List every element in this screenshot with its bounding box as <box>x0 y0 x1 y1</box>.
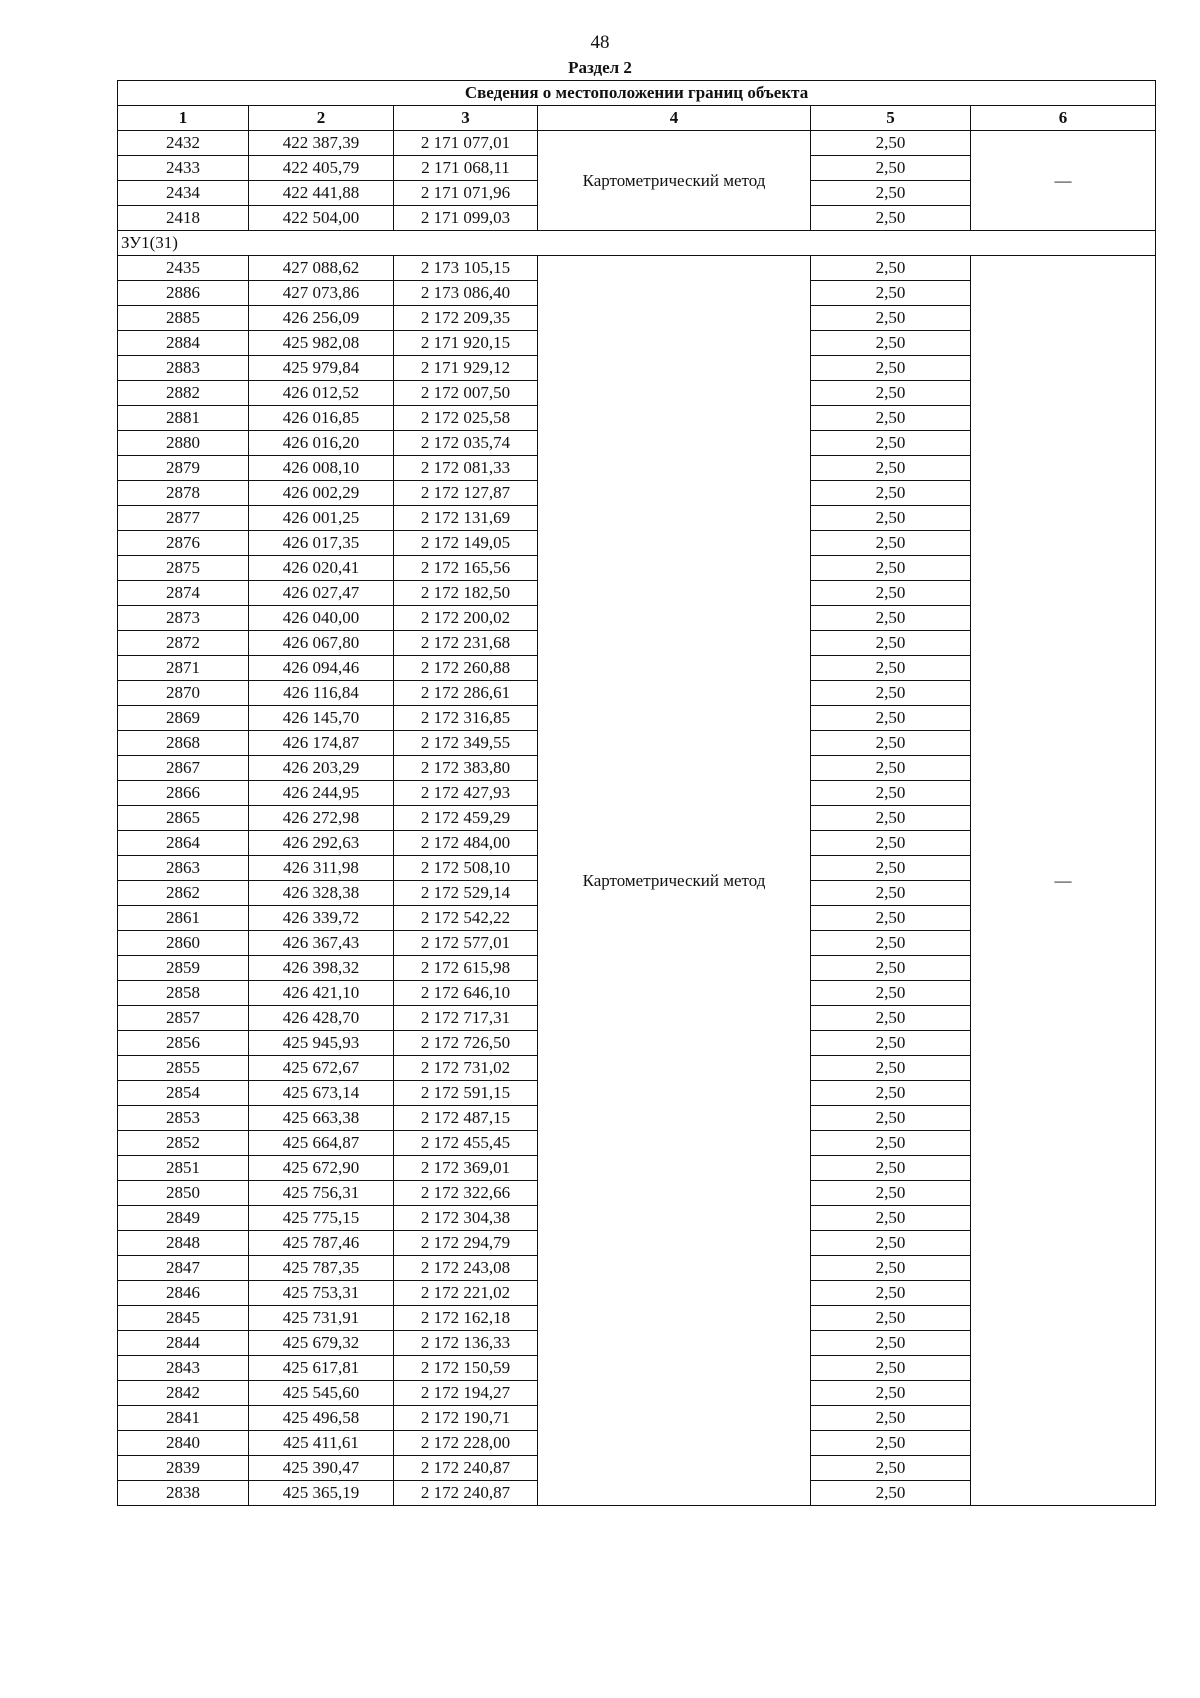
accuracy-value: 2,50 <box>811 881 971 906</box>
point-number: 2859 <box>118 956 249 981</box>
coord-y: 2 172 304,38 <box>394 1206 538 1231</box>
coord-y: 2 172 228,00 <box>394 1431 538 1456</box>
coord-y: 2 172 349,55 <box>394 731 538 756</box>
accuracy-value: 2,50 <box>811 781 971 806</box>
point-number: 2860 <box>118 931 249 956</box>
point-number: 2871 <box>118 656 249 681</box>
accuracy-value: 2,50 <box>811 956 971 981</box>
coord-x: 425 679,32 <box>249 1331 394 1356</box>
accuracy-value: 2,50 <box>811 306 971 331</box>
coord-x: 426 428,70 <box>249 1006 394 1031</box>
point-number: 2869 <box>118 706 249 731</box>
coord-y: 2 172 025,58 <box>394 406 538 431</box>
column-header-5: 5 <box>811 106 971 131</box>
accuracy-value: 2,50 <box>811 631 971 656</box>
coord-y: 2 172 240,87 <box>394 1481 538 1506</box>
coord-x: 426 016,20 <box>249 431 394 456</box>
point-number: 2841 <box>118 1406 249 1431</box>
point-number: 2868 <box>118 731 249 756</box>
accuracy-value: 2,50 <box>811 456 971 481</box>
coord-y: 2 171 068,11 <box>394 156 538 181</box>
coord-y: 2 173 086,40 <box>394 281 538 306</box>
accuracy-value: 2,50 <box>811 831 971 856</box>
accuracy-value: 2,50 <box>811 806 971 831</box>
column-header-2: 2 <box>249 106 394 131</box>
point-number: 2843 <box>118 1356 249 1381</box>
table-caption: Сведения о местоположении границ объекта <box>118 81 1156 106</box>
coord-x: 425 365,19 <box>249 1481 394 1506</box>
point-number: 2867 <box>118 756 249 781</box>
point-number: 2418 <box>118 206 249 231</box>
accuracy-value: 2,50 <box>811 1281 971 1306</box>
coord-x: 426 272,98 <box>249 806 394 831</box>
coord-y: 2 172 035,74 <box>394 431 538 456</box>
point-number: 2872 <box>118 631 249 656</box>
coord-y: 2 172 131,69 <box>394 506 538 531</box>
coord-x: 426 328,38 <box>249 881 394 906</box>
coord-x: 425 731,91 <box>249 1306 394 1331</box>
coord-x: 426 145,70 <box>249 706 394 731</box>
accuracy-value: 2,50 <box>811 1231 971 1256</box>
coord-x: 426 040,00 <box>249 606 394 631</box>
coord-y: 2 171 071,96 <box>394 181 538 206</box>
point-number: 2842 <box>118 1381 249 1406</box>
coord-y: 2 172 427,93 <box>394 781 538 806</box>
coord-y: 2 172 162,18 <box>394 1306 538 1331</box>
coord-y: 2 172 240,87 <box>394 1456 538 1481</box>
point-number: 2851 <box>118 1156 249 1181</box>
point-number: 2878 <box>118 481 249 506</box>
coord-y: 2 172 484,00 <box>394 831 538 856</box>
coord-x: 426 367,43 <box>249 931 394 956</box>
coord-y: 2 172 149,05 <box>394 531 538 556</box>
accuracy-value: 2,50 <box>811 1456 971 1481</box>
coord-y: 2 172 731,02 <box>394 1056 538 1081</box>
point-number: 2855 <box>118 1056 249 1081</box>
point-number: 2433 <box>118 156 249 181</box>
coord-x: 426 027,47 <box>249 581 394 606</box>
column-header-4: 4 <box>538 106 811 131</box>
coord-y: 2 172 209,35 <box>394 306 538 331</box>
accuracy-value: 2,50 <box>811 1131 971 1156</box>
coord-y: 2 172 459,29 <box>394 806 538 831</box>
point-number: 2845 <box>118 1306 249 1331</box>
coord-y: 2 172 542,22 <box>394 906 538 931</box>
coord-x: 426 016,85 <box>249 406 394 431</box>
coord-x: 426 116,84 <box>249 681 394 706</box>
coord-x: 426 244,95 <box>249 781 394 806</box>
coord-x: 425 390,47 <box>249 1456 394 1481</box>
coord-y: 2 171 077,01 <box>394 131 538 156</box>
point-number: 2434 <box>118 181 249 206</box>
accuracy-value: 2,50 <box>811 131 971 156</box>
column-header-1: 1 <box>118 106 249 131</box>
point-number: 2883 <box>118 356 249 381</box>
point-number: 2864 <box>118 831 249 856</box>
point-number: 2870 <box>118 681 249 706</box>
accuracy-value: 2,50 <box>811 1006 971 1031</box>
point-number: 2865 <box>118 806 249 831</box>
coord-y: 2 172 190,71 <box>394 1406 538 1431</box>
accuracy-value: 2,50 <box>811 556 971 581</box>
coord-y: 2 172 165,56 <box>394 556 538 581</box>
method-cell: Картометрический метод <box>538 256 811 1506</box>
point-number: 2846 <box>118 1281 249 1306</box>
coord-y: 2 172 369,01 <box>394 1156 538 1181</box>
coord-x: 426 311,98 <box>249 856 394 881</box>
coord-y: 2 172 646,10 <box>394 981 538 1006</box>
coord-x: 426 012,52 <box>249 381 394 406</box>
coord-x: 425 411,61 <box>249 1431 394 1456</box>
column-header-3: 3 <box>394 106 538 131</box>
accuracy-value: 2,50 <box>811 1406 971 1431</box>
accuracy-value: 2,50 <box>811 1081 971 1106</box>
coord-x: 425 673,14 <box>249 1081 394 1106</box>
point-number: 2432 <box>118 131 249 156</box>
accuracy-value: 2,50 <box>811 756 971 781</box>
point-number: 2849 <box>118 1206 249 1231</box>
point-number: 2876 <box>118 531 249 556</box>
accuracy-value: 2,50 <box>811 1106 971 1131</box>
coord-y: 2 172 081,33 <box>394 456 538 481</box>
coord-y: 2 172 322,66 <box>394 1181 538 1206</box>
coord-y: 2 172 383,80 <box>394 756 538 781</box>
accuracy-value: 2,50 <box>811 431 971 456</box>
coord-y: 2 172 726,50 <box>394 1031 538 1056</box>
coord-y: 2 172 316,85 <box>394 706 538 731</box>
accuracy-value: 2,50 <box>811 531 971 556</box>
coord-x: 426 001,25 <box>249 506 394 531</box>
point-number: 2873 <box>118 606 249 631</box>
point-number: 2853 <box>118 1106 249 1131</box>
accuracy-value: 2,50 <box>811 681 971 706</box>
coord-x: 426 398,32 <box>249 956 394 981</box>
coord-x: 427 088,62 <box>249 256 394 281</box>
accuracy-value: 2,50 <box>811 1156 971 1181</box>
coord-y: 2 172 127,87 <box>394 481 538 506</box>
coord-y: 2 172 136,33 <box>394 1331 538 1356</box>
coord-x: 426 174,87 <box>249 731 394 756</box>
coord-x: 426 020,41 <box>249 556 394 581</box>
accuracy-value: 2,50 <box>811 706 971 731</box>
coord-x: 426 292,63 <box>249 831 394 856</box>
coord-y: 2 172 529,14 <box>394 881 538 906</box>
column-header-6: 6 <box>971 106 1156 131</box>
point-number: 2838 <box>118 1481 249 1506</box>
accuracy-value: 2,50 <box>811 606 971 631</box>
coord-y: 2 172 231,68 <box>394 631 538 656</box>
accuracy-value: 2,50 <box>811 1306 971 1331</box>
group-label-row <box>118 231 1156 256</box>
point-number: 2840 <box>118 1431 249 1456</box>
coord-x: 425 756,31 <box>249 1181 394 1206</box>
coord-x: 426 203,29 <box>249 756 394 781</box>
accuracy-value: 2,50 <box>811 506 971 531</box>
coord-x: 426 339,72 <box>249 906 394 931</box>
accuracy-value: 2,50 <box>811 181 971 206</box>
coord-x: 425 945,93 <box>249 1031 394 1056</box>
coord-x: 425 787,46 <box>249 1231 394 1256</box>
accuracy-value: 2,50 <box>811 1431 971 1456</box>
point-number: 2844 <box>118 1331 249 1356</box>
coord-x: 426 017,35 <box>249 531 394 556</box>
coord-x: 425 496,58 <box>249 1406 394 1431</box>
accuracy-value: 2,50 <box>811 156 971 181</box>
accuracy-value: 2,50 <box>811 1331 971 1356</box>
coord-x: 425 663,38 <box>249 1106 394 1131</box>
column-6-dash: — <box>971 131 1156 231</box>
accuracy-value: 2,50 <box>811 206 971 231</box>
coord-y: 2 173 105,15 <box>394 256 538 281</box>
point-number: 2850 <box>118 1181 249 1206</box>
coord-x: 422 441,88 <box>249 181 394 206</box>
coord-y: 2 171 920,15 <box>394 331 538 356</box>
coord-y: 2 172 221,02 <box>394 1281 538 1306</box>
accuracy-value: 2,50 <box>811 331 971 356</box>
coord-y: 2 172 487,15 <box>394 1106 538 1131</box>
coord-y: 2 172 508,10 <box>394 856 538 881</box>
coord-x: 426 256,09 <box>249 306 394 331</box>
coord-x: 425 775,15 <box>249 1206 394 1231</box>
page-number: 48 <box>590 32 610 53</box>
accuracy-value: 2,50 <box>811 1031 971 1056</box>
accuracy-value: 2,50 <box>811 381 971 406</box>
coord-x: 427 073,86 <box>249 281 394 306</box>
coord-y: 2 172 591,15 <box>394 1081 538 1106</box>
point-number: 2435 <box>118 256 249 281</box>
point-number: 2881 <box>118 406 249 431</box>
accuracy-value: 2,50 <box>811 356 971 381</box>
accuracy-value: 2,50 <box>811 1356 971 1381</box>
coord-y: 2 172 717,31 <box>394 1006 538 1031</box>
point-number: 2879 <box>118 456 249 481</box>
column-header-row <box>118 106 1156 131</box>
coord-x: 425 672,67 <box>249 1056 394 1081</box>
coord-x: 426 094,46 <box>249 656 394 681</box>
boundary-coordinates-table <box>117 80 1156 1506</box>
coord-y: 2 172 260,88 <box>394 656 538 681</box>
coord-y: 2 172 150,59 <box>394 1356 538 1381</box>
coord-x: 425 664,87 <box>249 1131 394 1156</box>
coord-x: 425 672,90 <box>249 1156 394 1181</box>
coord-x: 425 979,84 <box>249 356 394 381</box>
point-number: 2857 <box>118 1006 249 1031</box>
coord-x: 425 545,60 <box>249 1381 394 1406</box>
coord-y: 2 172 182,50 <box>394 581 538 606</box>
point-number: 2848 <box>118 1231 249 1256</box>
point-number: 2882 <box>118 381 249 406</box>
point-number: 2863 <box>118 856 249 881</box>
point-number: 2839 <box>118 1456 249 1481</box>
point-number: 2852 <box>118 1131 249 1156</box>
coord-x: 426 002,29 <box>249 481 394 506</box>
coord-y: 2 172 194,27 <box>394 1381 538 1406</box>
coord-y: 2 172 286,61 <box>394 681 538 706</box>
coord-x: 422 405,79 <box>249 156 394 181</box>
accuracy-value: 2,50 <box>811 1206 971 1231</box>
accuracy-value: 2,50 <box>811 1056 971 1081</box>
coord-x: 426 008,10 <box>249 456 394 481</box>
coord-x: 422 504,00 <box>249 206 394 231</box>
accuracy-value: 2,50 <box>811 1481 971 1506</box>
table-caption-row <box>118 81 1156 106</box>
point-number: 2854 <box>118 1081 249 1106</box>
accuracy-value: 2,50 <box>811 906 971 931</box>
coord-y: 2 172 455,45 <box>394 1131 538 1156</box>
accuracy-value: 2,50 <box>811 581 971 606</box>
accuracy-value: 2,50 <box>811 406 971 431</box>
point-number: 2847 <box>118 1256 249 1281</box>
coord-x: 422 387,39 <box>249 131 394 156</box>
coord-y: 2 171 929,12 <box>394 356 538 381</box>
accuracy-value: 2,50 <box>811 256 971 281</box>
accuracy-value: 2,50 <box>811 931 971 956</box>
group-label: ЗУ1(31) <box>118 231 1156 256</box>
coord-y: 2 172 243,08 <box>394 1256 538 1281</box>
point-number: 2874 <box>118 581 249 606</box>
coord-x: 425 617,81 <box>249 1356 394 1381</box>
coord-x: 425 982,08 <box>249 331 394 356</box>
accuracy-value: 2,50 <box>811 281 971 306</box>
table-row <box>118 256 1156 281</box>
table-row <box>118 131 1156 156</box>
accuracy-value: 2,50 <box>811 856 971 881</box>
coord-y: 2 171 099,03 <box>394 206 538 231</box>
point-number: 2856 <box>118 1031 249 1056</box>
accuracy-value: 2,50 <box>811 731 971 756</box>
accuracy-value: 2,50 <box>811 481 971 506</box>
coord-y: 2 172 200,02 <box>394 606 538 631</box>
accuracy-value: 2,50 <box>811 1181 971 1206</box>
coord-y: 2 172 294,79 <box>394 1231 538 1256</box>
table-body <box>118 131 1156 1506</box>
coord-y: 2 172 577,01 <box>394 931 538 956</box>
method-cell: Картометрический метод <box>538 131 811 231</box>
accuracy-value: 2,50 <box>811 656 971 681</box>
point-number: 2858 <box>118 981 249 1006</box>
accuracy-value: 2,50 <box>811 1381 971 1406</box>
point-number: 2886 <box>118 281 249 306</box>
point-number: 2877 <box>118 506 249 531</box>
point-number: 2861 <box>118 906 249 931</box>
point-number: 2885 <box>118 306 249 331</box>
coord-y: 2 172 615,98 <box>394 956 538 981</box>
point-number: 2884 <box>118 331 249 356</box>
column-6-dash: — <box>971 256 1156 1506</box>
point-number: 2880 <box>118 431 249 456</box>
point-number: 2866 <box>118 781 249 806</box>
coord-x: 426 067,80 <box>249 631 394 656</box>
point-number: 2875 <box>118 556 249 581</box>
point-number: 2862 <box>118 881 249 906</box>
coord-x: 425 753,31 <box>249 1281 394 1306</box>
accuracy-value: 2,50 <box>811 981 971 1006</box>
accuracy-value: 2,50 <box>811 1256 971 1281</box>
coord-y: 2 172 007,50 <box>394 381 538 406</box>
section-title: Раздел 2 <box>568 58 632 77</box>
coord-x: 425 787,35 <box>249 1256 394 1281</box>
coord-x: 426 421,10 <box>249 981 394 1006</box>
